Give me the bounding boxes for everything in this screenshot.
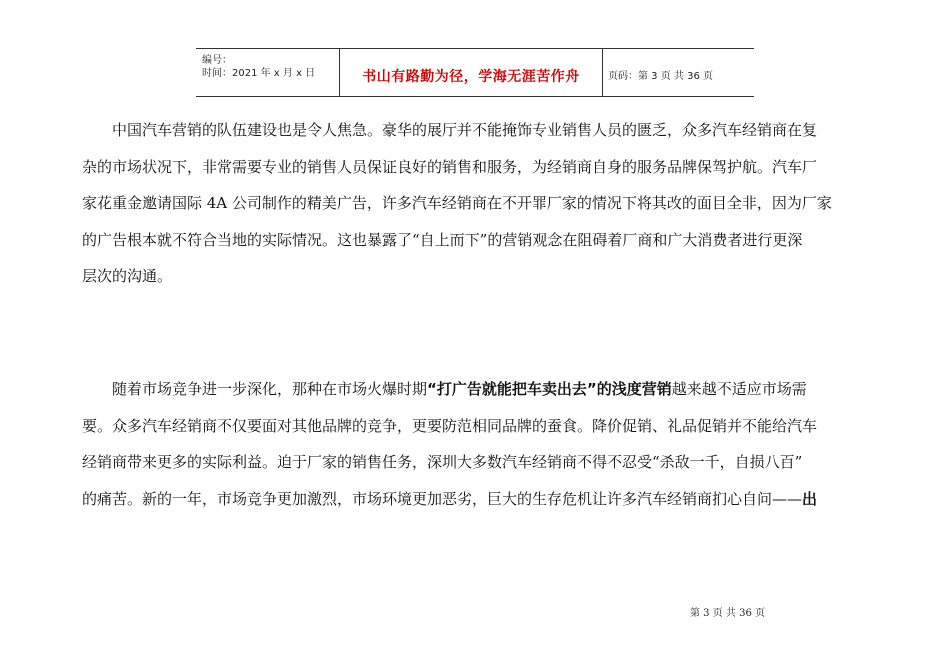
text-segment: 的痛苦。新的一年，市场竞争更加激烈，市场环境更加恶劣，巨大的生存危机让许多汽车经销商扪心自问—— xyxy=(82,489,803,508)
text-segment: 越来越不适应市场需 xyxy=(671,380,807,398)
paragraph-1 xyxy=(82,112,872,295)
text-line: 杂的市场状况下，非常需要专业的销售人员保证良好的销售和服务，为经销商自身的服务品牌保驾护航。汽车厂 xyxy=(82,157,818,176)
text-line: 经销商带来更多的实际利益。迫于厂家的销售任务，深圳大多数汽车经销商不得不忍受“杀敌一千，自损八百” xyxy=(82,453,803,472)
text-line: 要。众多汽车经销商不仅要面对其他品牌的竞争，更要防范相同品牌的蚕食。降价促销、礼品促销并不能给汽车 xyxy=(82,416,818,435)
header-page-info: 页码：第 3 页 共 36 页 xyxy=(608,71,713,82)
time-label: 时间：2021 年 x 月 x 日 xyxy=(202,68,316,79)
serial-label: 编号： xyxy=(202,55,232,66)
page-header xyxy=(196,48,754,97)
header-divider xyxy=(602,49,603,96)
text-line: 的广告根本就不符合当地的实际情况。这也暴露了“自上而下”的营销观念在阻碍着厂商和广大消费者进行更深 xyxy=(82,230,803,249)
paragraph-2 xyxy=(82,371,872,517)
text-line xyxy=(82,481,872,518)
header-motto: 书山有路勤为径，学海无涯苦作舟 xyxy=(362,69,580,85)
header-divider xyxy=(339,49,340,96)
bold-phrase: 出 xyxy=(802,489,818,508)
text-line: 中国汽车营销的队伍建设也是令人焦急。豪华的展厅并不能掩饰专业销售人员的匮乏，众多汽车经销商在复 xyxy=(82,121,818,139)
text-segment: 随着市场竞争进一步深化，那种在市场火爆时期 xyxy=(82,380,428,398)
header-meta xyxy=(202,54,315,80)
text-line: 家花重金邀请国际 4A 公司制作的精美广告，许多汽车经销商在不开罪厂家的情况下将其改的面目全非，因为厂家 xyxy=(82,194,832,213)
bold-phrase: “打广告就能把车卖出去”的浅度营销 xyxy=(427,380,672,398)
text-line: 层次的沟通。 xyxy=(82,267,173,286)
page-footer: 第 3 页 共 36 页 xyxy=(690,608,765,619)
text-line xyxy=(82,371,872,408)
